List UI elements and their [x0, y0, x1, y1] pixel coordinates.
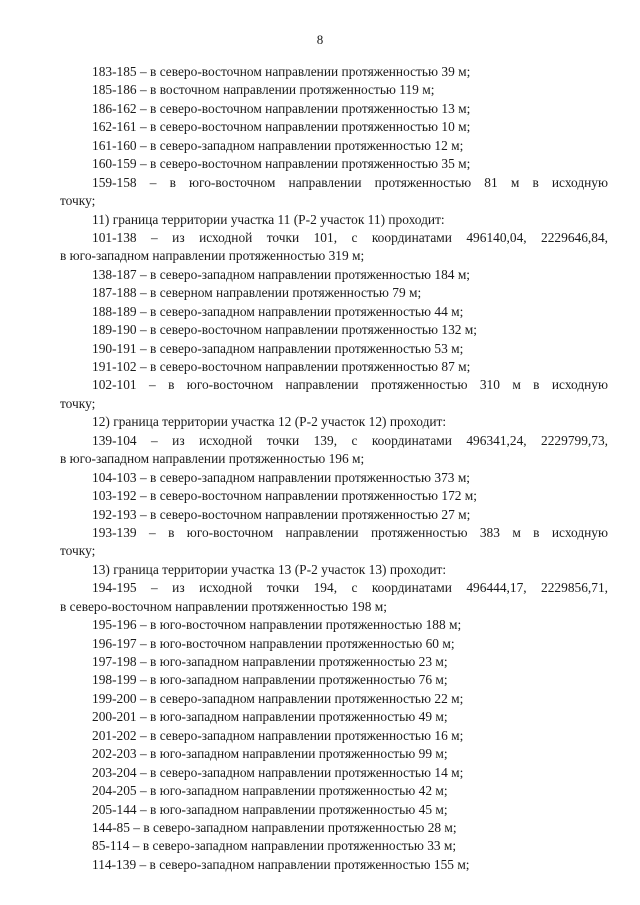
text-line: в юго-западном направлении протяженностью 319 м;	[60, 248, 365, 264]
text-line: 12) граница территории участка 12 (Р-2 участок 12) проходит:	[92, 414, 447, 430]
text-line: 186-162 – в северо-восточном направлении протяженностью 13 м;	[92, 100, 471, 116]
text-line: 197-198 – в юго-западном направлении протяженностью 23 м;	[92, 654, 448, 669]
text-line: 159-158 – в юго-восточном направлении протяженностью 81 м в исходную	[92, 174, 608, 190]
text-line: в юго-западном направлении протяженностью 196 м;	[60, 451, 365, 467]
text-line: 162-161 – в северо-восточном направлении протяженностью 10 м;	[92, 119, 471, 135]
text-line: 198-199 – в юго-западном направлении протяженностью 76 м;	[92, 672, 448, 688]
text-line: 185-186 – в восточном направлении протяженностью 119 м;	[92, 82, 435, 98]
text-line: 144-85 – в северо-западном направлении протяженностью 28 м;	[92, 819, 457, 835]
text-line: 199-200 – в северо-западном направлении протяженностью 22 м;	[92, 690, 464, 706]
text-line: 201-202 – в северо-западном направлении протяженностью 16 м;	[92, 727, 464, 743]
text-line: 188-189 – в северо-западном направлении протяженностью 44 м;	[92, 303, 464, 319]
text-line: 183-185 – в северо-восточном направлении протяженностью 39 м;	[92, 64, 471, 79]
text-line: 102-101 – в юго-восточном направлении протяженностью 310 м в исходную	[92, 377, 608, 393]
text-line: точку;	[60, 543, 96, 559]
text-line: 193-139 – в юго-восточном направлении протяженностью 383 м в исходную	[92, 524, 608, 540]
text-line: 13) граница территории участка 13 (Р-2 участок 13) проходит:	[92, 561, 447, 577]
text-line: 195-196 – в юго-восточном направлении протяженностью 188 м;	[92, 617, 462, 633]
text-line: 205-144 – в юго-западном направлении протяженностью 45 м;	[92, 801, 448, 817]
text-line: 101-138 – из исходной точки 101, с координатами 496140,04, 2229646,84,	[92, 229, 608, 245]
text-line: 203-204 – в северо-западном направлении протяженностью 14 м;	[92, 764, 464, 780]
text-line: 103-192 – в северо-восточном направлении протяженностью 172 м;	[92, 488, 477, 504]
page-number: 8	[316, 32, 324, 47]
text-line: точку;	[60, 193, 96, 209]
text-line: в северо-восточном направлении протяженностью 198 м;	[60, 598, 387, 614]
text-line: 104-103 – в северо-западном направлении протяженностью 373 м;	[92, 469, 471, 485]
text-line: 200-201 – в юго-западном направлении протяженностью 49 м;	[92, 709, 448, 725]
text-line: 202-203 – в юго-западном направлении протяженностью 99 м;	[92, 746, 448, 762]
text-line: 138-187 – в северо-западном направлении протяженностью 184 м;	[92, 266, 471, 282]
text-line: точку;	[60, 395, 96, 411]
text-line: 85-114 – в северо-западном направлении протяженностью 33 м;	[92, 838, 457, 854]
text-line: 187-188 – в северном направлении протяженностью 79 м;	[92, 285, 422, 301]
text-line: 160-159 – в северо-восточном направлении протяженностью 35 м;	[92, 156, 471, 172]
text-line: 139-104 – из исходной точки 139, с координатами 496341,24, 2229799,73,	[92, 432, 608, 448]
text-line: 189-190 – в северо-восточном направлении протяженностью 132 м;	[92, 322, 477, 338]
document-body	[60, 63, 608, 874]
text-line: 114-139 – в северо-западном направлении протяженностью 155 м;	[92, 856, 470, 872]
text-line: 190-191 – в северо-западном направлении протяженностью 53 м;	[92, 340, 464, 356]
text-line: 191-102 – в северо-восточном направлении протяженностью 87 м;	[92, 359, 471, 374]
text-line: 11) граница территории участка 11 (Р-2 участок 11) проходит:	[92, 211, 445, 227]
text-line: 161-160 – в северо-западном направлении протяженностью 12 м;	[92, 137, 464, 153]
text-line: 194-195 – из исходной точки 194, с координатами 496444,17, 2229856,71,	[92, 580, 608, 596]
text-line: 192-193 – в северо-восточном направлении протяженностью 27 м;	[92, 506, 471, 522]
text-line: 204-205 – в юго-западном направлении протяженностью 42 м;	[92, 783, 448, 799]
text-line: 196-197 – в юго-восточном направлении протяженностью 60 м;	[92, 635, 455, 651]
